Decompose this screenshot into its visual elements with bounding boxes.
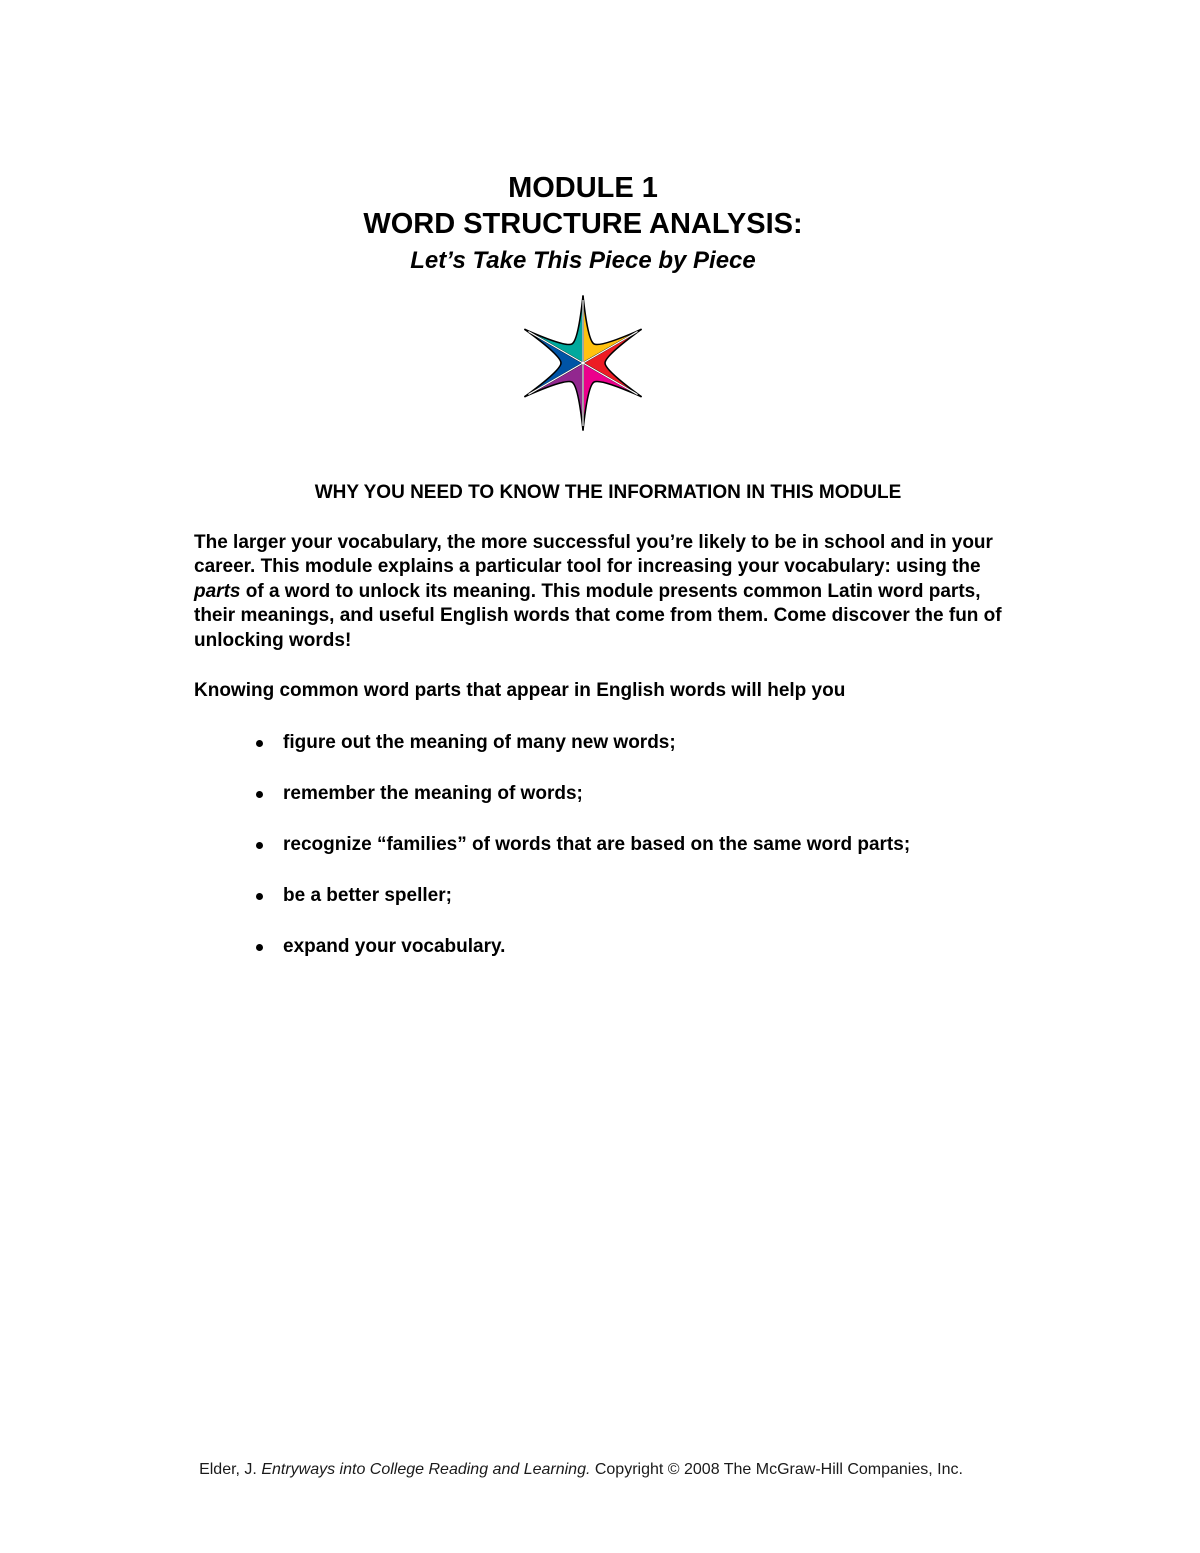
bullet-icon (256, 740, 263, 747)
bullet-icon (256, 944, 263, 951)
intro-paragraph-part-1: The larger your vocabulary, the more successful you’re likely to be in school and in your career. This module explains a particular tool for increasing your vocabulary: using the (194, 532, 993, 578)
lead-in-paragraph: Knowing common word parts that appear in English words will help you (194, 680, 846, 701)
list-item (256, 935, 1036, 986)
module-label: MODULE 1 (508, 172, 658, 204)
footer-copyright: Copyright © 2008 The McGraw-Hill Companies, Inc. (590, 1461, 963, 1478)
footer-book-title: Entryways into College Reading and Learning. (261, 1461, 591, 1478)
intro-paragraph-emphasis: parts (194, 580, 241, 602)
footer-citation (0, 1460, 1162, 1480)
list-item-text: expand your vocabulary. (283, 936, 506, 957)
list-item (256, 833, 1036, 884)
intro-paragraph (194, 531, 1014, 653)
intro-paragraph-part-2: of a word to unlock its meaning. This module presents common Latin word parts, their meanings, and useful English words that come from them. Come discover the fun of unlocking words! (194, 580, 1002, 651)
title-block (0, 170, 1166, 277)
list-item-text: figure out the meaning of many new words; (283, 732, 676, 753)
six-point-star-icon (515, 293, 651, 433)
list-item-text: remember the meaning of words; (283, 783, 583, 804)
page-title: WORD STRUCTURE ANALYSIS: (363, 208, 803, 240)
page-subtitle: Let’s Take This Piece by Piece (410, 247, 756, 274)
list-item (256, 782, 1036, 833)
section-heading: WHY YOU NEED TO KNOW THE INFORMATION IN THIS MODULE (314, 482, 902, 503)
bullet-icon (256, 842, 263, 849)
footer-author: Elder, J. (199, 1461, 262, 1478)
list-item (256, 884, 1036, 935)
bullet-icon (256, 893, 263, 900)
list-item (256, 731, 1036, 782)
benefits-list (256, 731, 1036, 986)
list-item-text: be a better speller; (283, 885, 452, 906)
list-item-text: recognize “families” of words that are based on the same word parts; (283, 834, 911, 855)
bullet-icon (256, 791, 263, 798)
